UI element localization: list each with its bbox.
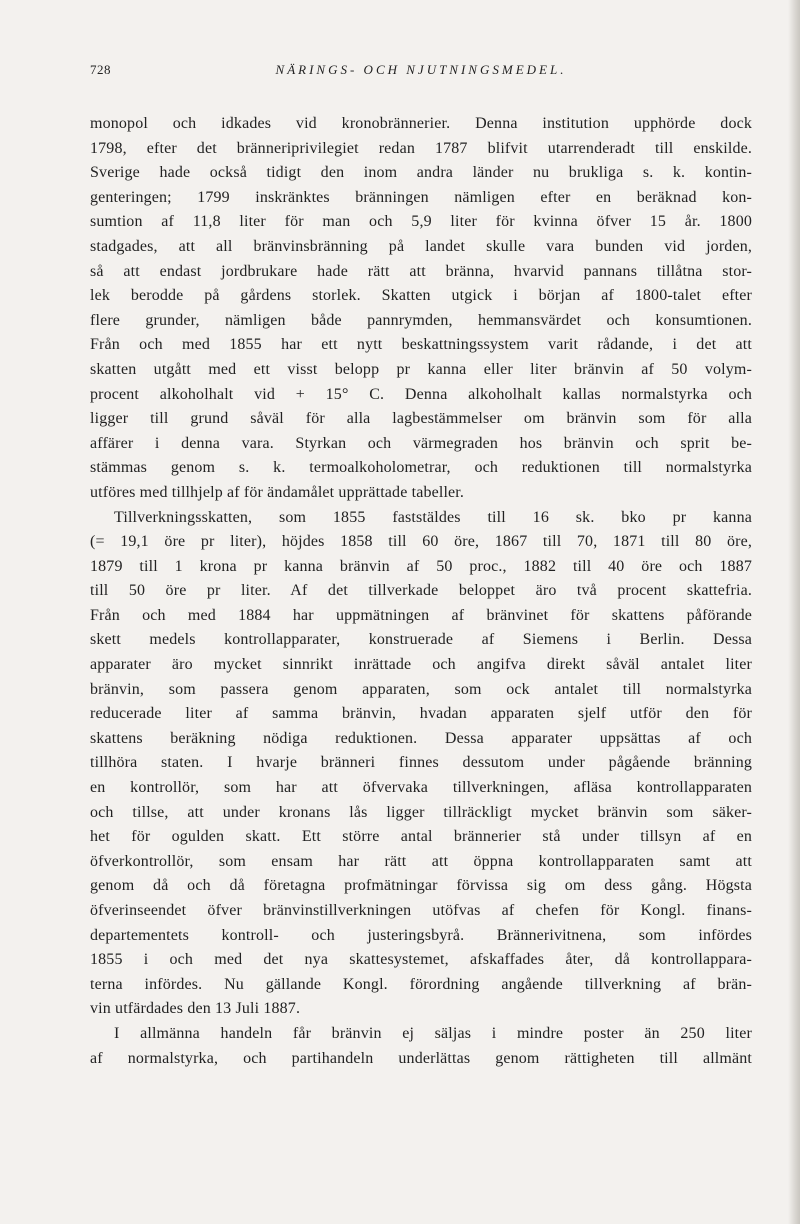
text-line: bränvin, som passera genom apparaten, som ock antalet till normalstyrka (90, 680, 752, 698)
text-line: departementets kontroll- och justeringsbyrå. Brännerivitnena, som infördes (90, 926, 752, 944)
text-line: skett medels kontrollapparater, konstruerade af Siemens i Berlin. Dessa (90, 631, 752, 649)
text-line: 1855 i och med det nya skattesystemet, afskaffades åter, då kontrollappara- (90, 951, 752, 969)
text-line: reducerade liter af samma bränvin, hvadan apparaten sjelf utför den för (90, 705, 752, 723)
text-line: tillhöra staten. I hvarje bränneri finnes dessutom under pågående bränning (90, 754, 752, 772)
text-line: så att endast jordbrukare hade rätt att bränna, hvarvid pannans tillåtna stor- (90, 262, 752, 280)
text-line: stadgades, att all bränvinsbränning på landet skulle vara bunden vid jorden, (90, 237, 752, 255)
text-line: och tillse, att under kronans lås ligger tillräckligt mycket bränvin som säker- (90, 803, 752, 821)
page-edge-shadow (788, 0, 800, 1224)
text-line: Tillverkningsskatten, som 1855 faststäldes till 16 sk. bko pr kanna (114, 508, 752, 526)
text-line: 1879 till 1 krona pr kanna bränvin af 50 proc., 1882 till 40 öre och 1887 (90, 557, 752, 575)
text-line: het för ogulden skatt. Ett större antal brännerier stå under tillsyn af en (90, 828, 752, 846)
text-line: Från och med 1855 har ett nytt beskattningssystem varit rådande, i det att (90, 336, 752, 354)
page-number: 728 (90, 62, 111, 77)
running-title: NÄRINGS- OCH NJUTNINGSMEDEL. (275, 62, 567, 77)
text-line: skatten utgått med ett visst belopp pr kanna eller liter bränvin af 50 volym- (90, 360, 752, 378)
text-line: genteringen; 1799 inskränktes bränningen nämligen efter en beräknad kon- (90, 188, 752, 206)
text-line: Sverige hade också tidigt den inom andra länder nu brukliga s. k. kontin- (90, 164, 752, 182)
text-line: genom då och då företagna profmätningar förvissa sig om dess gång. Högsta (90, 877, 752, 895)
text-line: utföres med tillhjelp af för ändamålet upprättade tabeller. (90, 483, 465, 501)
text-line: monopol och idkades vid kronobrännerier. Denna institution upphörde dock (90, 115, 752, 132)
text-line: en kontrollör, som har att öfvervaka tillverkningen, afläsa kontrollapparaten (90, 779, 752, 797)
text-line: skattens beräkning nödiga reduktionen. Dessa apparater uppsättas af och (90, 729, 752, 747)
text-line: af normalstyrka, och partihandeln underlättas genom rättigheten till allmänt (90, 1049, 752, 1067)
text-line: Från och med 1884 har uppmätningen af bränvinet för skattens påförande (90, 606, 752, 624)
text-line: stämmas genom s. k. termoalkoholometrar, och reduktionen till normalstyrka (90, 459, 752, 477)
text-line: affärer i denna vara. Styrkan och värmegraden hos bränvin och sprit be- (90, 434, 752, 452)
text-line: terna infördes. Nu gällande Kongl. förordning angående tillverkning af brän- (90, 975, 752, 993)
text-line: flere grunder, nämligen både pannrymden, hemmansvärdet och konsumtionen. (90, 311, 752, 329)
text-line: öfverkontrollör, som ensam har rätt att öppna kontrollapparaten samt att (90, 852, 752, 870)
text-line: sumtion af 11,8 liter för man och 5,9 liter för kvinna öfver 15 år. 1800 (90, 213, 752, 231)
text-line: apparater äro mycket sinnrikt inrättade och angifva direkt såväl antalet liter (90, 656, 752, 674)
text-line: öfverinseendet öfver bränvinstillverkningen utöfvas af chefen för Kongl. finans- (90, 902, 752, 919)
text-line: till 50 öre pr liter. Af det tillverkade beloppet äro två procent skattefria. (90, 582, 752, 600)
text-line: vin utfärdades den 13 Juli 1887. (90, 1000, 301, 1018)
text-line: ligger till grund såväl för alla lagbestämmelser om bränvin som för alla (90, 410, 752, 428)
text-line: 1798, efter det bränneriprivilegiet redan 1787 blifvit utarrenderadt till enskilde. (90, 139, 752, 157)
text-line: procent alkoholhalt vid + 15° C. Denna alkoholhalt kallas normalstyrka och (90, 385, 752, 403)
text-line: lek berodde på gårdens storlek. Skatten utgick i början af 1800-talet efter (90, 287, 752, 305)
page-header (90, 62, 752, 86)
text-line: (= 19,1 öre pr liter), höjdes 1858 till 60 öre, 1867 till 70, 1871 till 80 öre, (90, 533, 752, 551)
text-line: I allmänna handeln får bränvin ej säljas i mindre poster än 250 liter (114, 1024, 752, 1042)
body-text (90, 112, 752, 1071)
